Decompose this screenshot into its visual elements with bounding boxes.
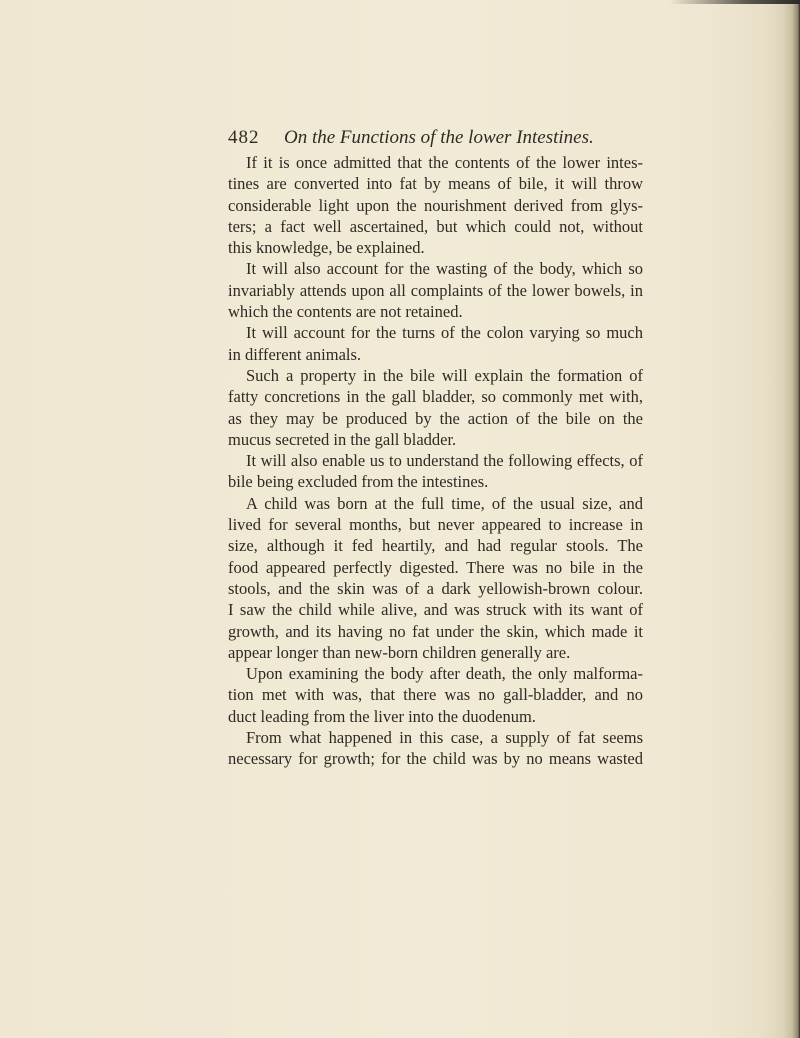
text-line: stools, and the skin was of a dark yellowish-brown colour. bbox=[228, 578, 643, 598]
text-line: I saw the child while alive, and was struck with its want of bbox=[228, 600, 643, 620]
text-line: this knowledge, be explained. bbox=[228, 238, 425, 258]
text-line: A child was born at the full time, of the usual size, and bbox=[246, 493, 643, 513]
running-title: On the Functions of the lower Intestines. bbox=[284, 127, 594, 148]
page-header bbox=[228, 125, 648, 151]
text-line: duct leading from the liver into the duodenum. bbox=[228, 706, 536, 726]
text-line: growth, and its having no fat under the skin, which made it bbox=[228, 621, 643, 641]
page-top-edge-shadow bbox=[670, 0, 800, 4]
text-line: which the contents are not retained. bbox=[228, 302, 463, 322]
text-line: food appeared perfectly digested. There was no bile in the bbox=[228, 557, 643, 577]
text-line: mucus secreted in the gall bladder. bbox=[228, 429, 457, 449]
text-line: necessary for growth; for the child was by no means wasted bbox=[228, 749, 643, 769]
page-number: 482 bbox=[228, 127, 260, 148]
text-line: fatty concretions in the gall bladder, so commonly met with, bbox=[228, 387, 643, 407]
text-line: bile being excluded from the intestines. bbox=[228, 472, 489, 492]
text-line: Such a property in the bile will explain the formation of bbox=[246, 365, 643, 385]
text-line: size, although it fed heartily, and had regular stools. The bbox=[228, 536, 643, 556]
text-line: It will account for the turns of the colon varying so much bbox=[246, 323, 643, 343]
text-line: appear longer than new-born children generally are. bbox=[228, 642, 571, 662]
page-edge-shadow bbox=[774, 0, 800, 1038]
text-line: It will also account for the wasting of the body, which so bbox=[246, 259, 643, 279]
text-line: tion met with was, that there was no gall-bladder, and no bbox=[228, 685, 643, 705]
text-line: invariably attends upon all complaints of the lower bowels, in bbox=[228, 280, 643, 300]
text-line: in different animals. bbox=[228, 344, 362, 364]
text-line: Upon examining the body after death, the only malforma- bbox=[246, 664, 643, 684]
text-line: If it is once admitted that the contents of the lower intes- bbox=[246, 153, 643, 172]
text-line: It will also enable us to understand the following effects, of bbox=[246, 451, 643, 471]
body-text bbox=[228, 152, 643, 770]
text-line: lived for several months, but never appeared to increase in bbox=[228, 515, 643, 535]
text-line: considerable light upon the nourishment derived from glys- bbox=[228, 195, 643, 215]
text-line: From what happened in this case, a supply of fat seems bbox=[246, 728, 643, 748]
text-line: tines are converted into fat by means of bile, it will throw bbox=[228, 174, 643, 194]
text-line: as they may be produced by the action of the bile on the bbox=[228, 408, 643, 428]
text-line: ters; a fact well ascertained, but which could not, without bbox=[228, 216, 643, 236]
